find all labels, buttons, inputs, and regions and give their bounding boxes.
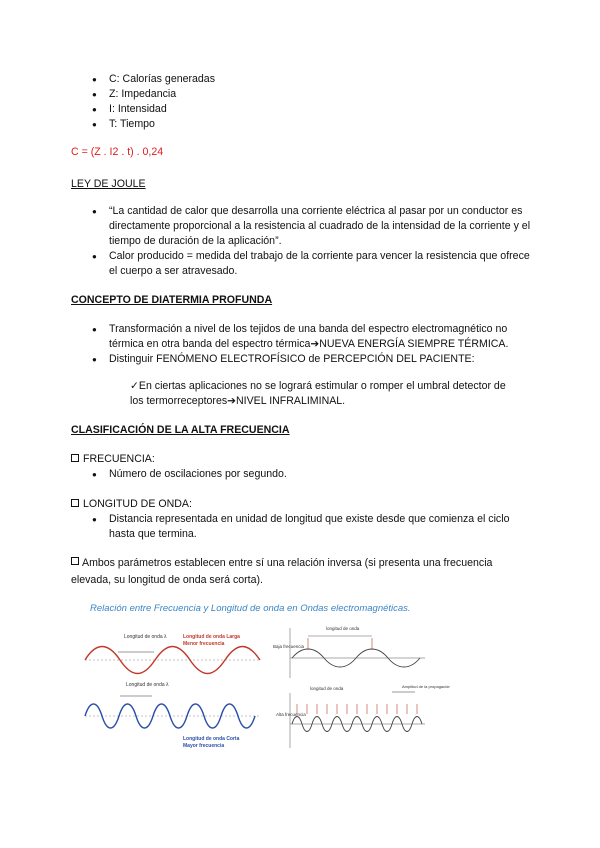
list-item: ● Distinguir FENÓMENO ELECTROFÍSICO de PERCEPCIÓN DEL PACIENTE:: [92, 352, 532, 367]
figure-title: Relación entre Frecuencia y Longitud de onda en Ondas electromagnéticas.: [90, 603, 411, 614]
wavelength-label: Longitud de onda λ: [124, 634, 167, 640]
joule-list: [92, 204, 532, 279]
checkbox-icon: [71, 557, 79, 565]
low-frequency-panel: [273, 626, 425, 678]
joule-heading: LEY DE JOULE: [71, 178, 146, 190]
low-freq-label: Baja frecuencia: [273, 644, 305, 649]
check-note: ✓En ciertas aplicaciones no se logrará estimular o romper el umbral detector de los termorreceptores➔NIVEL INFRALIMINAL.: [130, 380, 506, 407]
long-wave-note: Longitud de onda Larga: [183, 634, 240, 640]
diatermia-list: [92, 322, 532, 367]
checkbox-icon: [71, 499, 79, 507]
short-wave-panel: [85, 682, 260, 749]
list-item: ● T: Tiempo: [92, 117, 215, 132]
propagation-note: Amplitud de la propagación: [402, 684, 450, 689]
wavelength-label: longitud de onda: [326, 626, 360, 631]
list-item: ● Número de oscilaciones por segundo.: [92, 467, 287, 482]
wave-figure: [80, 618, 450, 753]
low-freq-note: Menor frecuencia: [183, 641, 225, 647]
short-wave-note: Longitud de onda Corta: [183, 736, 240, 742]
frecuencia-list: [92, 467, 287, 482]
high-freq-label: Alta frecuencia: [276, 712, 306, 717]
list-item: ● Transformación a nivel de los tejidos de una banda del espectro electromagnético no térmica en otra banda del espectro térmica➔NUEVA ENERGÍA SIEMPRE TÉRMICA.: [92, 322, 532, 352]
wavelength-label: Longitud de onda λ: [126, 682, 169, 688]
high-frequency-panel: [276, 684, 450, 748]
variables-list: [92, 72, 215, 132]
diatermia-heading: CONCEPTO DE DIATERMIA PROFUNDA: [71, 294, 273, 306]
formula: C = (Z . I2 . t) . 0,24: [71, 146, 164, 158]
checkbox-icon: [71, 454, 79, 462]
list-item: ● “La cantidad de calor que desarrolla una corriente eléctrica al pasar por un conductor es directamente proporcional a la resistencia al cuadrado de la intensidad de la corriente y el tiempo de duración de la aplicación”.: [92, 204, 532, 249]
list-item: ● C: Calorías generadas: [92, 72, 215, 87]
long-wave-panel: [85, 634, 260, 674]
list-item: ● Distancia representada en unidad de longitud que existe desde que comienza el ciclo hasta que termina.: [92, 512, 512, 542]
clasificacion-heading: CLASIFICACIÓN DE LA ALTA FRECUENCIA: [71, 424, 290, 436]
wavelength-label: longitud de onda: [310, 686, 344, 691]
list-item: ● I: Intensidad: [92, 102, 215, 117]
ambos-note: Ambos parámetros establecen entre sí una relación inversa (si presenta una frecuencia elevada, su longitud de onda será corta).: [71, 557, 493, 586]
list-item: ● Calor producido = medida del trabajo de la corriente para vencer la resistencia que ofrece el cuerpo a ser atravesado.: [92, 249, 532, 279]
longitud-list: [92, 512, 512, 542]
frecuencia-label: FRECUENCIA:: [71, 452, 155, 467]
longitud-label: LONGITUD DE ONDA:: [71, 497, 192, 512]
list-item: ● Z: Impedancia: [92, 87, 215, 102]
high-freq-note: Mayor frecuencia: [183, 743, 225, 749]
